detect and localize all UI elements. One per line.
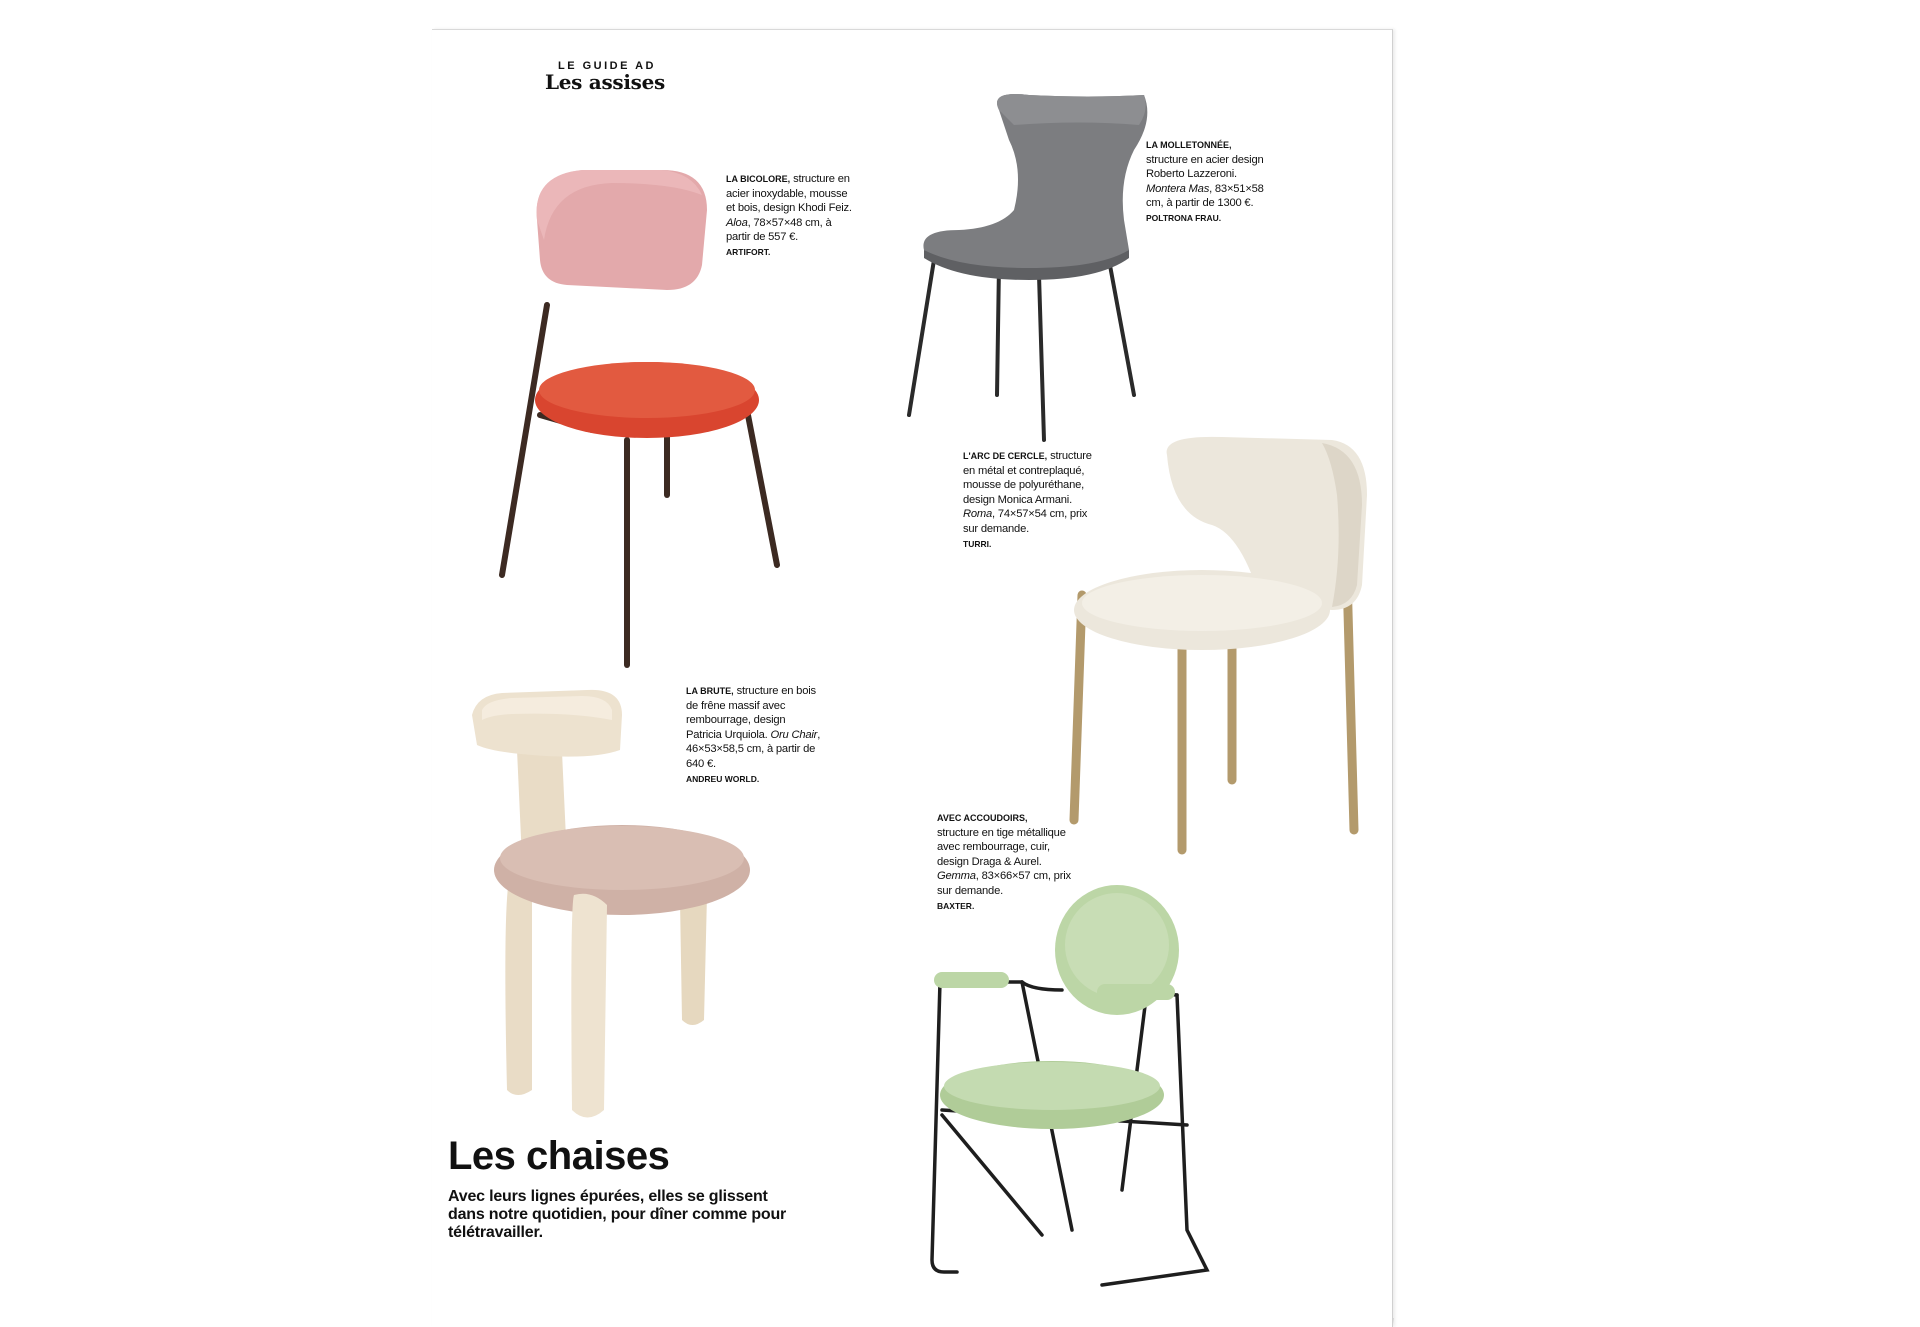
caption-brute	[686, 684, 821, 786]
caption-arc-de-cercle-model: Roma	[963, 508, 993, 521]
article-headline: Les chaises	[448, 1134, 670, 1178]
caption-bicolore-name: LA BICOLORE,	[726, 174, 791, 184]
caption-molletonnee-price: à partir de 1300 €.	[1166, 197, 1254, 210]
caption-bicolore-dimensions: , 78×57×48 cm,	[747, 216, 823, 229]
caption-bicolore	[726, 172, 856, 260]
chair-arc-de-cercle-image	[1062, 435, 1382, 855]
caption-arc-de-cercle-name: L'ARC DE CERCLE,	[963, 451, 1048, 461]
caption-brute-name: LA BRUTE,	[686, 686, 734, 696]
caption-molletonnee-name: LA MOLLETONNÉE,	[1146, 140, 1232, 150]
caption-brute-model: Oru Chair	[770, 728, 818, 741]
caption-brute-description: structure en bois de frêne massif avec rembourrage, design Patricia Urquiola.	[686, 685, 816, 741]
caption-avec-accoudoirs-price: prix sur demande.	[937, 870, 1071, 897]
caption-avec-accoudoirs	[937, 811, 1072, 913]
caption-molletonnee-model: Montera Mas	[1146, 182, 1210, 195]
caption-molletonnee	[1146, 138, 1271, 226]
caption-avec-accoudoirs-model: Gemma	[937, 870, 976, 883]
caption-bicolore-price: à partir de 557 €.	[726, 216, 832, 244]
caption-arc-de-cercle-brand: TURRI.	[963, 538, 992, 549]
caption-brute-dimensions: , 46×53×58,5 cm,	[686, 728, 821, 756]
chair-avec-accoudoirs-image	[922, 900, 1222, 1290]
caption-bicolore-model: Aloa	[726, 216, 748, 229]
caption-molletonnee-brand: POLTRONA FRAU.	[1146, 212, 1222, 223]
caption-arc-de-cercle-description: structure en métal et contreplaqué, mousse de polyuréthane, design Monica Armani.	[963, 450, 1092, 506]
caption-avec-accoudoirs-brand: BAXTER.	[937, 900, 975, 911]
caption-molletonnee-dimensions: , 83×51×58 cm,	[1146, 182, 1264, 210]
article-intro: Avec leurs lignes épurées, elles se glissent dans notre quotidien, pour dîner comme pour télétravailler.	[448, 1188, 787, 1241]
caption-arc-de-cercle	[963, 449, 1103, 551]
caption-avec-accoudoirs-description: structure en tige métallique avec rembourrage, cuir, design Draga & Aurel.	[937, 826, 1066, 868]
caption-avec-accoudoirs-name: AVEC ACCOUDOIRS,	[937, 813, 1028, 823]
caption-brute-price: à partir de 640 €.	[686, 743, 816, 770]
caption-bicolore-brand: ARTIFORT.	[726, 246, 771, 257]
caption-bicolore-description: structure en acier inoxydable, mousse et bois, design Khodi Feiz.	[726, 173, 852, 215]
magazine-page	[432, 29, 1393, 1327]
section-title: Les assises	[544, 70, 666, 94]
chair-molletonnee-image	[899, 90, 1149, 450]
caption-arc-de-cercle-dimensions: , 74×57×54 cm,	[992, 508, 1067, 521]
guide-kicker: LE GUIDE AD	[558, 60, 656, 72]
caption-avec-accoudoirs-dimensions: , 83×66×57 cm,	[975, 870, 1051, 883]
caption-arc-de-cercle-price: prix sur demande.	[963, 508, 1088, 535]
caption-molletonnee-description: structure en acier design Roberto Lazzeroni.	[1146, 153, 1264, 181]
caption-brute-brand: ANDREU WORLD.	[686, 773, 760, 784]
